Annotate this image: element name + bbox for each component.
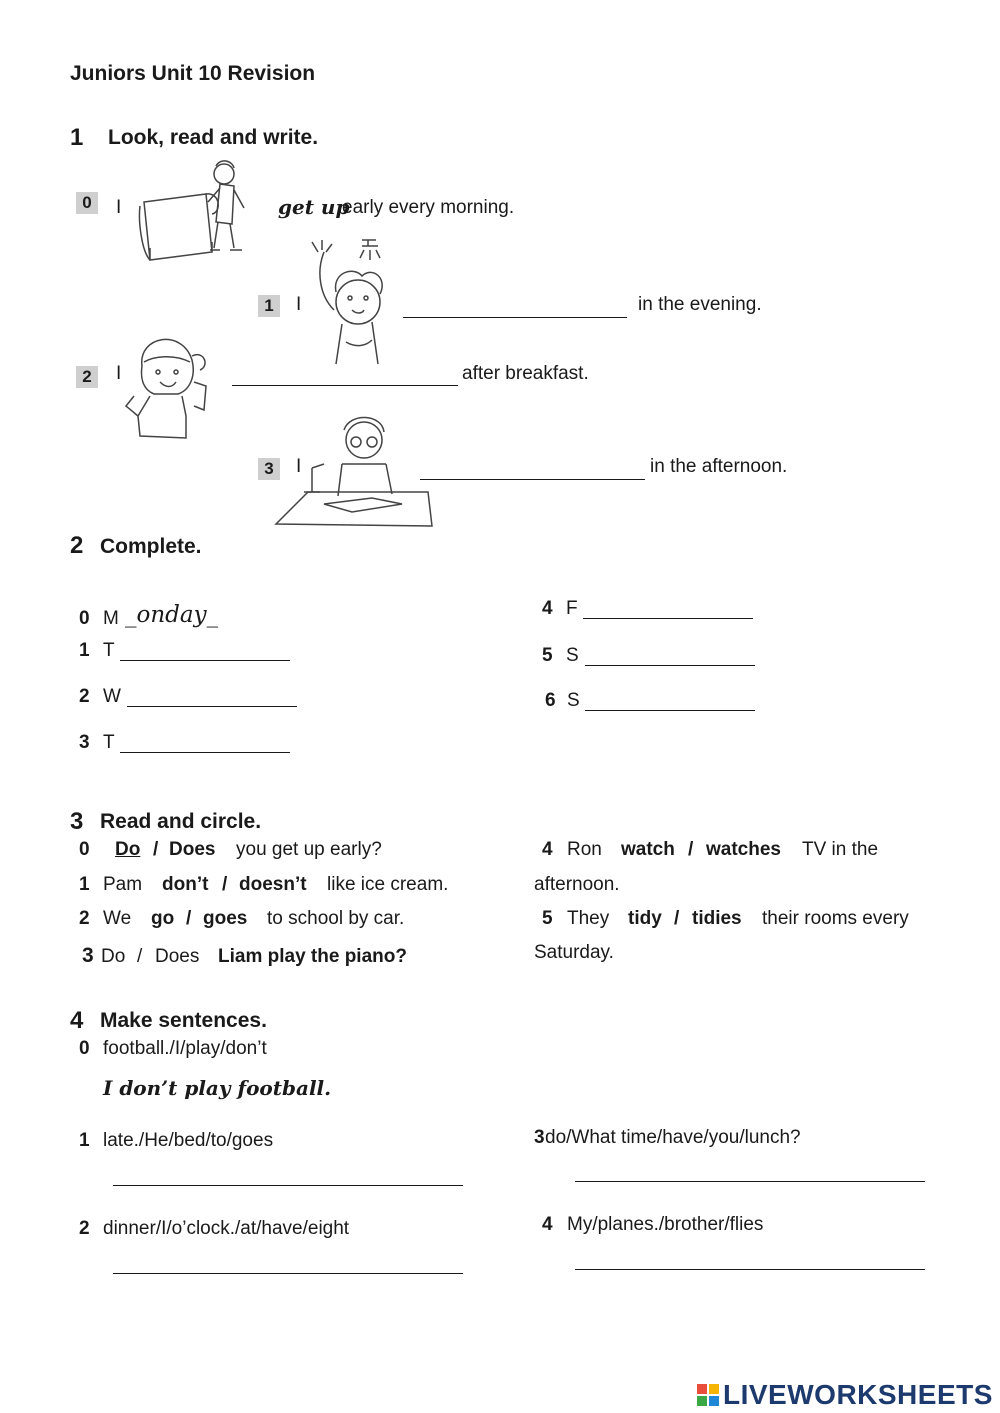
item-number: 6 <box>545 690 556 711</box>
item-letter: S <box>566 645 579 666</box>
word-prompt: late./He/bed/to/goes <box>103 1130 274 1151</box>
item-text: in the evening. <box>638 294 762 315</box>
item-number: 3 <box>79 732 90 753</box>
item-number-box: 1 <box>258 295 280 317</box>
section-2-title: Complete. <box>100 535 202 558</box>
boy-getting-up-picture <box>136 152 254 264</box>
option-doesnt[interactable]: doesn’t <box>239 874 307 895</box>
answer-input[interactable] <box>403 294 627 318</box>
answer-input[interactable] <box>232 362 458 386</box>
option-separator: / <box>137 946 143 967</box>
item-number: 3 <box>82 944 94 967</box>
item-subject: Pam <box>103 874 143 895</box>
item-number: 5 <box>542 908 553 929</box>
option-dont[interactable]: don’t <box>162 874 209 895</box>
item-number: 4 <box>542 1214 553 1235</box>
item-number: 0 <box>79 1038 90 1059</box>
option-do[interactable]: Do <box>101 946 126 967</box>
option-separator: / <box>688 839 694 860</box>
logo-mark-icon <box>697 1384 719 1406</box>
item-number: 4 <box>542 598 553 619</box>
item-number: 0 <box>79 608 90 629</box>
option-go[interactable]: go <box>151 908 175 929</box>
item-number-box: 3 <box>258 458 280 480</box>
item-letter: W <box>103 686 121 707</box>
item-subject: Ron <box>567 839 602 860</box>
item-number: 3 <box>534 1127 545 1148</box>
word-prompt: My/planes./brother/flies <box>567 1214 764 1235</box>
item-subject: I <box>116 197 122 218</box>
item-text-continued: afternoon. <box>534 874 620 895</box>
section-4-number: 4 <box>70 1007 84 1034</box>
item-text: early every morning. <box>342 197 515 218</box>
item-letter: F <box>566 598 578 619</box>
option-tidy[interactable]: tidy <box>628 908 662 929</box>
section-2-number: 2 <box>70 532 84 559</box>
item-number: 1 <box>79 1130 90 1151</box>
item-number: 2 <box>79 908 90 929</box>
item-number: 5 <box>542 645 553 666</box>
answer-input[interactable] <box>120 729 290 753</box>
example-answer: get up <box>278 195 350 219</box>
option-goes[interactable]: goes <box>203 908 248 929</box>
sentence-input[interactable] <box>575 1246 925 1270</box>
item-letter: M <box>103 608 119 629</box>
item-number: 1 <box>79 640 90 661</box>
item-text: their rooms every <box>762 908 909 929</box>
item-subject: They <box>567 908 610 929</box>
option-does[interactable]: Does <box>155 946 200 967</box>
item-subject: I <box>116 363 122 384</box>
girl-showering-picture <box>306 232 402 368</box>
answer-input[interactable] <box>585 642 755 666</box>
item-text: like ice cream. <box>327 874 449 895</box>
item-subject: We <box>103 908 132 929</box>
item-number: 2 <box>79 1218 90 1239</box>
option-watches[interactable]: watches <box>706 839 781 860</box>
item-text: in the afternoon. <box>650 456 788 477</box>
example-answer: _onday_ <box>125 602 219 628</box>
example-answer: I don’t play football. <box>103 1076 332 1100</box>
answer-input[interactable] <box>127 683 297 707</box>
word-prompt: do/What time/have/you/lunch? <box>545 1127 801 1148</box>
item-text: to school by car. <box>267 908 405 929</box>
answer-input[interactable] <box>585 687 755 711</box>
girl-phoning-picture <box>120 326 216 446</box>
page-title: Juniors Unit 10 Revision <box>70 62 316 85</box>
item-subject: I <box>296 456 302 477</box>
item-subject: I <box>296 294 302 315</box>
section-1-title: Look, read and write. <box>108 126 319 149</box>
sentence-input[interactable] <box>113 1162 463 1186</box>
option-do[interactable]: Do <box>115 839 141 860</box>
item-letter: T <box>103 732 115 753</box>
item-number: 4 <box>542 839 553 860</box>
option-watch[interactable]: watch <box>621 839 675 860</box>
item-number-box: 0 <box>76 192 98 214</box>
answer-input[interactable] <box>583 595 753 619</box>
item-number-box: 2 <box>76 366 98 388</box>
word-prompt: dinner/I/o’clock./at/have/eight <box>103 1218 350 1239</box>
section-3-title: Read and circle. <box>100 810 262 833</box>
section-4-title: Make sentences. <box>100 1009 267 1032</box>
option-separator: / <box>153 839 159 860</box>
option-separator: / <box>186 908 192 929</box>
item-text: Liam play the piano? <box>218 946 407 967</box>
item-number: 0 <box>79 839 90 860</box>
section-1-number: 1 <box>70 124 84 151</box>
item-text: after breakfast. <box>462 363 589 384</box>
section-3-number: 3 <box>70 808 84 835</box>
item-text: you get up early? <box>236 839 382 860</box>
item-letter: S <box>567 690 580 711</box>
item-number: 2 <box>79 686 90 707</box>
logo-text: LIVEWORKSHEETS <box>723 1379 993 1410</box>
option-separator: / <box>674 908 680 929</box>
item-text: TV in the <box>802 839 879 860</box>
option-separator: / <box>222 874 228 895</box>
answer-input[interactable] <box>420 456 645 480</box>
boy-studying-picture <box>272 408 436 532</box>
answer-input[interactable] <box>120 637 290 661</box>
item-letter: T <box>103 640 115 661</box>
option-tidies[interactable]: tidies <box>692 908 742 929</box>
item-number: 1 <box>79 874 90 895</box>
sentence-input[interactable] <box>113 1250 463 1274</box>
option-does[interactable]: Does <box>169 839 216 860</box>
liveworksheets-logo[interactable] <box>697 1378 993 1412</box>
word-prompt: football./I/play/don’t <box>103 1038 267 1059</box>
item-text-continued: Saturday. <box>534 942 614 963</box>
sentence-input[interactable] <box>575 1158 925 1182</box>
